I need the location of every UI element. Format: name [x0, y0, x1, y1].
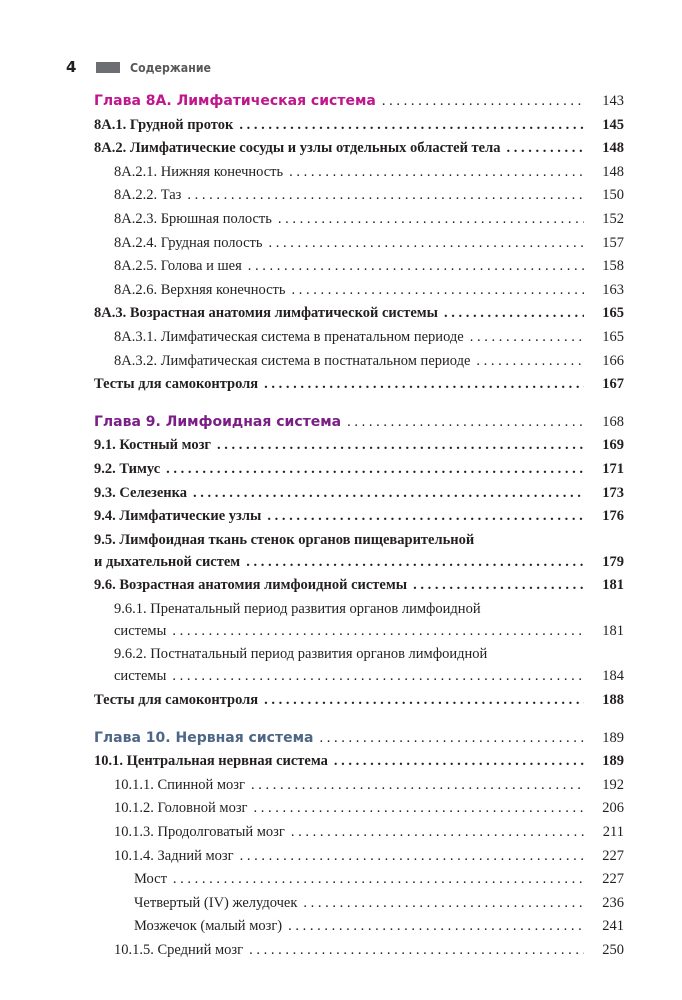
toc-entry-page: 165	[602, 305, 624, 322]
dot-leader	[254, 797, 585, 821]
toc-entry-title: 8А.2.1. Нижняя конечность	[114, 163, 284, 180]
toc-entry-title: 9.4. Лимфатические узлы	[94, 508, 262, 525]
toc-entry[interactable]	[94, 373, 624, 397]
toc-entry-title: 9.1. Костный мозг	[94, 437, 211, 454]
toc-entry-page: 166	[602, 352, 624, 369]
dot-leader	[267, 505, 584, 529]
toc-entry-page: 148	[602, 163, 624, 180]
toc-entry-title: 10.1. Центральная нервная система	[94, 753, 328, 770]
toc-entry-page: 189	[602, 729, 624, 746]
toc-entry-title: Четвертый (IV) желудочек	[134, 894, 298, 911]
toc-entry[interactable]	[94, 939, 624, 963]
dot-leader	[291, 821, 584, 845]
toc-entry-page: 168	[602, 413, 624, 430]
dot-leader	[246, 551, 584, 575]
dot-leader	[288, 915, 584, 939]
toc-entry-page: 143	[602, 93, 624, 109]
toc-entry-title: 10.1.2. Головной мозг	[114, 800, 248, 817]
dot-leader	[172, 620, 584, 644]
toc-entry[interactable]	[94, 302, 624, 326]
toc-entry-title: 8А.3. Возрастная анатомия лимфатической системы	[94, 305, 438, 322]
toc-entry-page: 173	[602, 484, 624, 501]
running-header	[66, 56, 222, 78]
toc-entry-title: 9.6. Возрастная анатомия лимфоидной системы	[94, 577, 408, 594]
toc-entry[interactable]	[94, 434, 624, 458]
dot-leader	[251, 774, 584, 798]
toc-entry[interactable]	[94, 620, 624, 644]
toc-chapter-entry[interactable]	[94, 727, 624, 751]
toc-chapter-entry[interactable]	[94, 90, 624, 114]
toc-entry-page: 181	[602, 622, 624, 639]
toc-entry-page: 150	[602, 187, 624, 204]
dot-leader	[476, 350, 584, 374]
dot-leader	[166, 458, 584, 482]
toc-entry-title: 8А.2.4. Грудная полость	[114, 234, 263, 251]
toc-entry-first-line: 9.6.2. Постнатальный период развития органов лимфоидной	[114, 646, 488, 663]
toc-entry-title: 9.3. Селезенка	[94, 484, 188, 501]
toc-entry-page: 163	[602, 281, 624, 298]
toc-entry-page: 192	[602, 776, 624, 793]
toc-entry[interactable]	[94, 774, 624, 798]
toc-entry-page: 211	[602, 824, 624, 841]
toc-entry-title: 10.1.4. Задний мозг	[114, 847, 234, 864]
toc-entry-title: 10.1.5. Средний мозг	[114, 942, 244, 958]
toc-entry[interactable]	[94, 137, 624, 161]
toc-entry[interactable]	[94, 574, 624, 598]
header-title: Содержание	[130, 59, 211, 75]
dot-leader	[172, 665, 584, 689]
dot-leader	[292, 279, 585, 303]
dot-leader	[264, 373, 584, 397]
dot-leader	[444, 302, 584, 326]
toc-entry[interactable]	[94, 161, 624, 185]
toc-entry-title: 8А.3.2. Лимфатическая система в постнатальном периоде	[114, 352, 471, 369]
toc-entry-page: 169	[602, 437, 624, 454]
toc-entry-page: 179	[602, 553, 624, 570]
toc-entry[interactable]	[94, 114, 624, 138]
toc-entry-page: 148	[602, 140, 624, 157]
toc-entry[interactable]	[94, 821, 624, 845]
toc-entry[interactable]	[94, 750, 624, 774]
dot-leader	[269, 232, 584, 256]
toc-entry[interactable]	[94, 208, 624, 232]
toc-entry[interactable]	[94, 892, 624, 916]
toc-entry-page: 227	[602, 847, 624, 864]
dot-leader	[193, 482, 584, 506]
toc-chapter-entry[interactable]	[94, 411, 624, 435]
dot-leader	[413, 574, 584, 598]
toc-entry-title: 8А.2. Лимфатические сосуды и узлы отдельных областей тела	[94, 140, 501, 157]
toc-entry-title: Глава 9. Лимфоидная система	[94, 413, 342, 430]
toc-entry-page: 236	[602, 894, 624, 911]
toc-entry-page: 189	[602, 753, 624, 770]
toc-entry-title: 8А.1. Грудной проток	[94, 116, 234, 133]
dot-leader	[334, 750, 584, 774]
toc-entry-title: 8А.2.3. Брюшная полость	[114, 210, 272, 227]
toc-entry-title: 8А.3.1. Лимфатическая система в пренатальном периоде	[114, 328, 464, 345]
dot-leader	[187, 184, 584, 208]
table-of-contents	[94, 90, 624, 963]
dot-leader	[240, 845, 584, 869]
toc-entry-page: 184	[602, 668, 624, 685]
toc-entry-title: Тесты для самоконтроля	[94, 376, 259, 393]
toc-entry[interactable]	[94, 326, 624, 350]
toc-entry[interactable]	[94, 350, 624, 374]
toc-entry-first-line: 9.5. Лимфоидная ткань стенок органов пищеварительной	[94, 531, 475, 548]
toc-entry-page: 176	[602, 508, 624, 525]
dot-leader	[278, 208, 584, 232]
dot-leader	[239, 114, 584, 138]
toc-entry-page: 250	[602, 942, 624, 958]
toc-entry-page: 181	[602, 577, 624, 594]
dot-leader	[347, 411, 584, 435]
toc-entry-title: системы	[114, 622, 167, 639]
toc-entry-page: 188	[602, 692, 624, 709]
toc-entry[interactable]	[94, 797, 624, 821]
dot-leader	[319, 727, 584, 751]
toc-entry[interactable]	[94, 665, 624, 689]
toc-entry-page: 145	[602, 116, 624, 133]
dot-leader	[217, 434, 584, 458]
toc-entry[interactable]	[94, 255, 624, 279]
toc-entry[interactable]	[94, 279, 624, 303]
toc-entry[interactable]	[94, 505, 624, 529]
toc-entry-page: 158	[602, 258, 624, 275]
toc-entry-title: 9.2. Тимус	[94, 460, 161, 477]
toc-entry[interactable]	[94, 551, 624, 575]
toc-entry[interactable]	[94, 482, 624, 506]
dot-leader	[249, 939, 584, 963]
toc-entry-title: Мост	[134, 871, 167, 888]
toc-entry-page: 206	[602, 800, 624, 817]
toc-entry-title: 8А.2.6. Верхняя конечность	[114, 281, 286, 298]
toc-entry-title: 10.1.1. Спинной мозг	[114, 776, 245, 793]
dot-leader	[382, 90, 584, 114]
toc-entry-title: 10.1.3. Продолговатый мозг	[114, 824, 285, 841]
toc-entry[interactable]	[94, 232, 624, 256]
toc-entry-title: Мозжечок (малый мозг)	[134, 918, 283, 935]
toc-entry-page: 241	[602, 918, 624, 935]
toc-entry-page: 152	[602, 210, 624, 227]
toc-entry-first-line: 9.6.1. Пренатальный период развития органов лимфоидной	[114, 600, 481, 617]
toc-entry-title: Глава 8А. Лимфатическая система	[94, 93, 376, 109]
toc-entry-page: 227	[602, 871, 624, 888]
toc-entry-page: 157	[602, 234, 624, 251]
section-gap	[94, 397, 624, 411]
section-gap	[94, 713, 624, 727]
toc-entry-page: 171	[602, 460, 624, 477]
toc-entry-page: 165	[602, 328, 624, 345]
toc-entry[interactable]	[94, 868, 624, 892]
dot-leader	[289, 161, 584, 185]
toc-entry-title: Тесты для самоконтроля	[94, 692, 259, 709]
toc-entry[interactable]	[94, 458, 624, 482]
dot-leader	[173, 868, 584, 892]
toc-entry[interactable]	[94, 915, 624, 939]
toc-entry-title: Глава 10. Нервная система	[94, 729, 314, 746]
toc-entry-title: и дыхательной систем	[94, 553, 241, 570]
dot-leader	[303, 892, 584, 916]
toc-entry-title: 8А.2.2. Таз	[114, 187, 182, 204]
dot-leader	[248, 255, 584, 279]
dot-leader	[470, 326, 584, 350]
dot-leader	[507, 137, 584, 161]
toc-entry[interactable]	[94, 845, 624, 869]
toc-entry-title: системы	[114, 668, 167, 685]
toc-entry[interactable]	[94, 689, 624, 713]
header-bar-decoration	[96, 62, 120, 73]
page-number: 4	[66, 58, 77, 76]
toc-entry[interactable]	[94, 184, 624, 208]
toc-entry-page: 167	[602, 376, 624, 393]
dot-leader	[264, 689, 584, 713]
toc-entry-title: 8А.2.5. Голова и шея	[114, 258, 242, 275]
